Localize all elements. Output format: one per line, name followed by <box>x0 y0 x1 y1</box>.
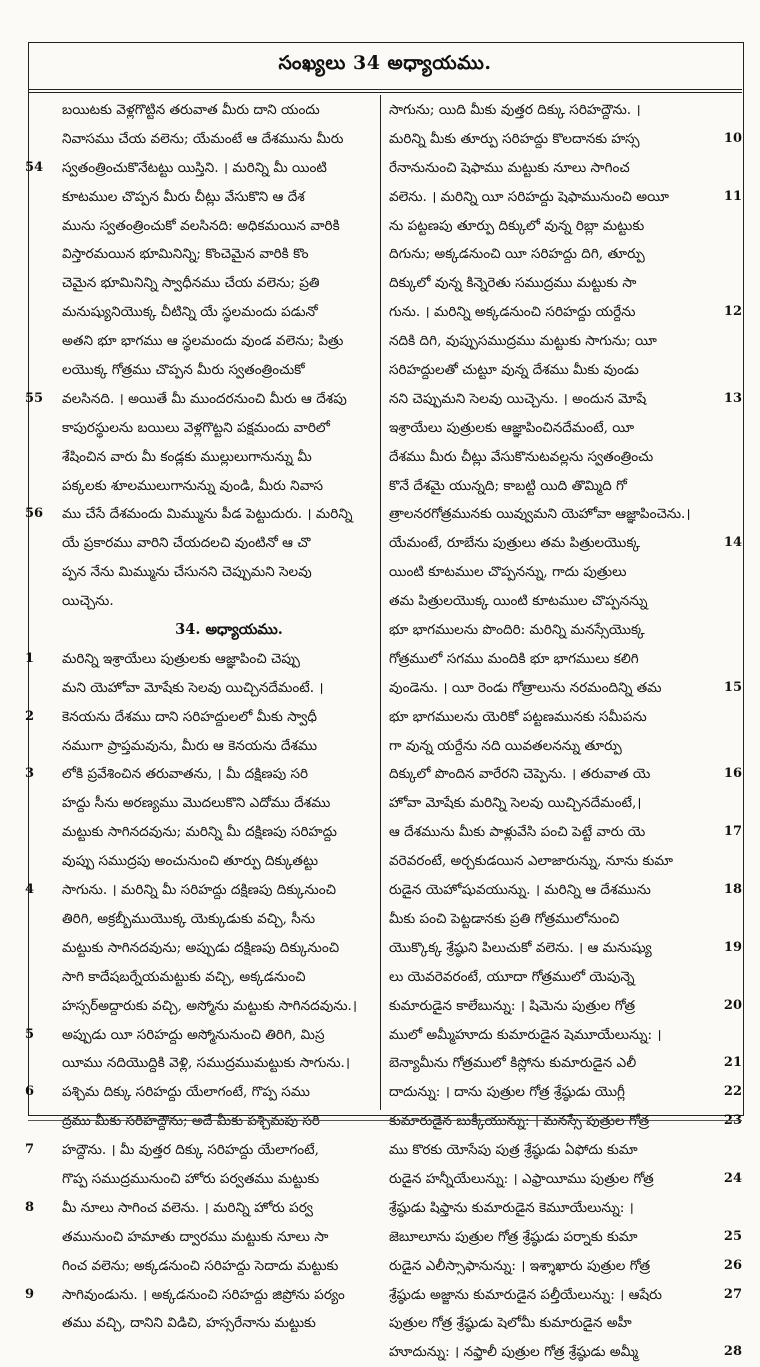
verse-number: 1 <box>25 650 35 666</box>
line-text: జెబూలూను పుత్రుల గోత్ర శ్రేష్ఠుడు పర్నాకు కుమా <box>389 1228 638 1245</box>
verse-number: 54 <box>25 159 44 175</box>
text-line <box>62 269 396 298</box>
line-text: హద్దు సీను అరణ్యము మొదలుకొని ఎదోము దేశము <box>62 795 331 812</box>
verse-number: 23 <box>723 1113 742 1129</box>
line-text: హస్సర్అద్దారుకు వచ్చి, అస్మోను మట్టుకు సాగినదవును.। <box>62 997 358 1014</box>
text-line <box>389 1107 742 1136</box>
line-text: వుప్పు సముద్రపు అంచునుంచి తూర్పు దిక్కుతట్టు <box>62 853 319 870</box>
line-text: బయిటకు వెళ్లగొట్టిన తరువాత మీరు దాని యందు <box>62 102 320 118</box>
verse-number: 56 <box>25 506 44 522</box>
text-line <box>389 732 722 761</box>
line-text: కుమారుడైన కాలేబున్ను: । షిమెను పుత్రుల గోత్ర <box>389 997 636 1014</box>
text-line <box>62 789 396 818</box>
line-text: చెమైన భూమినిన్ని స్వాధీనము చేయ వలెను; ప్రతి <box>62 275 320 292</box>
text-line <box>62 992 396 1021</box>
bottom-rule <box>28 1120 742 1121</box>
verse-number: 26 <box>723 1257 742 1273</box>
text-line <box>62 472 396 501</box>
line-text: దిక్కులో వున్న కిన్నెరెతు సముద్రము మట్టుకు సా <box>389 275 637 292</box>
text-line <box>62 905 396 934</box>
line-text: సాగును; యిది మీకు వుత్తర దిక్కు సరిహద్దౌను. । <box>389 102 641 118</box>
text-line <box>25 760 396 789</box>
line-text: పశ్చిమ దిక్కు సరిహద్దు యేలాగంటే, గొప్ప సము <box>62 1084 310 1101</box>
text-line <box>389 1223 742 1252</box>
line-text: ము చేసే దేశమందు మిమ్మును పీడ పెట్టుదురు. । మరిన్ని <box>62 506 353 523</box>
line-text: ఇశ్రాయేలు పుత్రులకు ఆజ్ఞాపించినదేమంటే, యీ <box>389 419 635 436</box>
line-text: గించ వలెను; అక్కడనుంచి సరిహద్దు సెదాదు మట్టుకు <box>62 1257 339 1274</box>
right-column <box>389 96 742 1367</box>
text-line <box>389 847 722 876</box>
line-text: శేషించిన వారు మీ కండ్లకు ముల్లులుగానున్ను మీ <box>62 448 312 465</box>
text-line <box>389 818 742 847</box>
verse-number: 21 <box>723 1055 742 1071</box>
text-line <box>389 1281 742 1310</box>
verse-number: 27 <box>723 1286 742 1302</box>
text-line <box>25 1021 396 1050</box>
text-line <box>389 154 722 183</box>
text-line <box>389 934 742 963</box>
header-divider <box>28 92 742 93</box>
text-line <box>25 1078 396 1107</box>
text-line <box>62 96 396 125</box>
text-line <box>389 616 722 645</box>
line-text: కెనయను దేశము దాని సరిహద్దులలో మీకు స్వాధీ <box>62 708 317 725</box>
verse-number: 14 <box>723 535 742 551</box>
line-text: శ్రేష్ఠుడు అజ్జాను కుమారుడైన పల్తీయేలున్ను: । ఆషేరు <box>389 1286 662 1303</box>
verse-number: 7 <box>25 1142 35 1158</box>
line-text: కుమారుడైన బుక్కీయున్ను: । మనస్సే పుత్రుల గోత్ర <box>389 1113 650 1130</box>
text-line <box>389 1078 742 1107</box>
text-line <box>389 183 742 212</box>
text-line <box>62 1107 396 1136</box>
line-text: నివాసము చేయ వలెను; యేమంటే ఆ దేశమును మీరు <box>62 130 344 147</box>
verse-number: 18 <box>723 882 742 898</box>
line-text: త్రాలనరగోత్రమునకు యివ్వుమని యెహోవా ఆజ్ఞాపించెను.। <box>389 506 691 523</box>
line-text: మీ నూలు సాగించ వలెను. । మరిన్ని హోరు పర్వ <box>62 1199 314 1216</box>
text-line <box>389 1194 722 1223</box>
line-text: వలసినది. । అయితే మీ ముందరనుంచి మీరు ఆ దేశపు <box>62 390 347 407</box>
verse-number: 3 <box>25 766 35 782</box>
text-line <box>389 269 722 298</box>
text-line <box>25 876 396 905</box>
text-line <box>62 1223 396 1252</box>
line-text: లోకి ప్రవేశించిన తరువాతను, । మీ దక్షిణపు సరి <box>62 766 309 783</box>
line-text: 34. అధ్యాయము. <box>175 621 283 639</box>
text-line <box>389 356 722 385</box>
line-text: తమునుంచి హమాతు ద్వారము మట్టుకు నూలు సా <box>62 1228 329 1245</box>
text-line <box>62 1165 396 1194</box>
line-text: స్వతంత్రించుకొనేటట్టు యిస్తిని. । మరిన్ని మీ యింటి <box>62 159 327 176</box>
line-text: మరిన్ని ఇశ్రాయేలు పుత్రులకు ఆజ్ఞాపించి చెప్పు <box>62 650 300 667</box>
text-line <box>62 732 396 761</box>
text-line <box>389 876 742 905</box>
text-line <box>62 183 396 212</box>
verse-number: 5 <box>25 1026 35 1042</box>
text-line <box>62 616 396 645</box>
left-column <box>25 96 396 1338</box>
line-text: పక్కలకు శూలములుగానున్ను వుండి, మీరు నివాస <box>62 477 324 494</box>
line-text: రేనానునుంచి షెఫాము మట్టుకు నూలు సాగించ <box>389 159 630 176</box>
text-line <box>389 992 742 1021</box>
line-text: దేశము మీరు చీట్లు వేసుకొనుటవల్లను స్వతంత్రించు <box>389 448 654 465</box>
verse-number: 2 <box>25 708 35 724</box>
text-line <box>62 529 396 558</box>
verse-number: 9 <box>25 1286 35 1302</box>
text-line <box>389 1252 742 1281</box>
text-line <box>62 558 396 587</box>
line-text: సాగివుండును. । అక్కడనుంచి సరిహద్దు జిప్రోను పర్యం <box>62 1286 345 1303</box>
line-text: శ్రేష్ఠుడు షిఫ్తాను కుమారుడైన కెమూయేలున్ను: । <box>389 1199 634 1216</box>
line-text: సాగును. । మరిన్ని మీ సరిహద్దు దక్షిణపు దిక్కునుంచి <box>62 882 337 899</box>
line-text: లు యెవరెవరంటే, యూదా గోత్రములో యెపున్నె <box>389 968 635 985</box>
text-line <box>389 1309 722 1338</box>
line-text: రుడైన యెహోషువయున్ను. । మరిన్ని ఆ దేశమును <box>389 882 651 899</box>
text-line <box>25 385 396 414</box>
line-text: మనుష్యునియొక్క చీటిన్ని యే స్థలమందు పడునో <box>62 304 318 321</box>
line-text: ద్రము మీకు సరిహద్దౌను; అదే మీకు పశ్చిమపు సరి <box>62 1113 320 1130</box>
line-text: తిరిగి, అక్రబ్బీముయొక్క యెక్కుడుకు వచ్చి, సీను <box>62 910 316 927</box>
verse-number: 22 <box>723 1084 742 1100</box>
verse-number: 17 <box>723 824 742 840</box>
text-line <box>25 1136 396 1165</box>
line-text: నని చెప్పుమని సెలవు యిచ్చెను. । అందున మోషే <box>389 390 647 407</box>
text-line <box>389 500 722 529</box>
verse-number: 10 <box>723 130 742 146</box>
verse-number: 12 <box>723 304 742 320</box>
text-line <box>389 125 742 154</box>
verse-number: 15 <box>723 679 742 695</box>
line-text: దిక్కులో పొందిన వారేరని చెప్పెను. । తరువాత యె <box>389 766 651 783</box>
text-line <box>389 1165 742 1194</box>
text-line <box>389 789 722 818</box>
text-line <box>389 240 722 269</box>
line-text: తము వచ్చి, దానిని విడిచి, హస్సరేనాను మట్టుకు <box>62 1315 316 1332</box>
text-line <box>389 529 742 558</box>
line-text: ప్పన నేను మిమ్మును చేసునని చెప్పుమని సెలవు <box>62 564 312 581</box>
line-text: గా వున్న యర్దేను నది యివతలనన్ను తూర్పు <box>389 737 622 754</box>
text-line <box>389 443 722 472</box>
line-text: హద్దౌను. । మీ వుత్తర దిక్కు సరిహద్దు యేలాగంటే, <box>62 1142 319 1159</box>
line-text: తమ పిత్రులయొక్క యింటి కూటముల చొప్పనన్ను <box>389 593 648 610</box>
line-text: మట్టుకు సాగినదవును; అప్పుడు దక్షిణపు దిక్కునుంచి <box>62 939 340 956</box>
text-line <box>25 1281 396 1310</box>
text-line <box>389 414 722 443</box>
line-text: యిచ్చెను. <box>62 593 114 610</box>
line-text: మరిన్ని మీకు తూర్పు సరిహద్దు కొలదానకు హస్స <box>389 130 640 147</box>
line-text: గోత్రములో సగము మందికి భూ భాగములు కలిగి <box>389 650 639 667</box>
line-text: ఆ దేశమును మీకు పాళ్లువేసి పంచి పెట్టే వారు యె <box>389 824 646 841</box>
line-text: వరెవరంటే, అర్చకుడయిన ఎలాజారున్ను, నూను కుమా <box>389 853 674 870</box>
line-text: పుత్రుల గోత్ర శ్రేష్ఠుడు షెలోమీ కుమారుడైన అహీ <box>389 1315 632 1332</box>
line-text: యింటి కూటముల చొప్పనన్ను, గాదు పుత్రులు <box>389 564 627 581</box>
text-line <box>389 963 722 992</box>
text-line <box>62 414 396 443</box>
line-text: బెన్యామీను గోత్రములో కిస్లోను కుమారుడైన ఎలీ <box>389 1055 637 1072</box>
verse-number: 6 <box>25 1084 35 1100</box>
line-text: ను పట్టణపు తూర్పు దిక్కులో వున్న రిబ్లా మట్టుకు <box>389 217 645 234</box>
line-text: భూ భాగములను పొందిరి: మరిన్ని మనస్సేయొక్క <box>389 622 645 639</box>
line-text: యీము నదియొద్దికి వెళ్లి, సముద్రముమట్టుకు సాగును.। <box>62 1055 351 1072</box>
text-line <box>62 356 396 385</box>
line-text: నముగా ప్రాప్తమవును, మీరు ఆ కెనయను దేశము <box>62 737 318 754</box>
line-text: యేమంటే, రూబేను పుత్రులు తమ పిత్రులయొక్క <box>389 535 641 552</box>
line-text: సరిహద్దులతో చుట్టూ వున్న దేశము మీకు వుండు <box>389 362 639 379</box>
text-line <box>62 587 396 616</box>
text-line <box>62 298 396 327</box>
text-line <box>25 703 396 732</box>
text-line <box>389 1021 722 1050</box>
text-line <box>389 674 742 703</box>
verse-number: 8 <box>25 1199 35 1215</box>
line-text: నదికి దిగి, వుప్పుసముద్రము మట్టుకు సాగును; యీ <box>389 333 657 350</box>
line-text: ములో అమ్మీహూదు కుమారుడైన షెమూయేలున్ను: । <box>389 1026 662 1043</box>
line-text: గును. । మరిన్ని అక్కడనుంచి సరిహద్దు యర్దేను <box>389 304 636 321</box>
text-line <box>389 327 722 356</box>
text-line <box>62 327 396 356</box>
line-text: విస్తారమయిన భూమినిన్ని; కొంచెమైన వారికి కొం <box>62 246 309 263</box>
text-line <box>389 703 722 732</box>
text-line <box>389 212 722 241</box>
text-line <box>389 1338 742 1367</box>
verse-number: 28 <box>723 1344 742 1360</box>
text-line <box>389 645 722 674</box>
line-text: మట్టుకు సాగినదవును; మరిన్ని మీ దక్షిణపు సరిహద్దు <box>62 824 337 841</box>
text-line <box>389 385 742 414</box>
page-title: సంఖ్యలు 34 అధ్యాయము. <box>28 42 742 90</box>
verse-number: 13 <box>723 390 742 406</box>
line-text: దిగును; అక్కడనుంచి యీ సరిహద్దు దిగి, తూర్పు <box>389 246 645 263</box>
text-line <box>389 905 722 934</box>
line-text: రుడైన హన్నీయేలున్ను: । ఎఫ్రాయీము పుత్రుల గోత్ర <box>389 1170 654 1187</box>
line-text: మును స్వతంత్రించుకో వలసినది: అధికమయిన వారికి <box>62 217 340 234</box>
text-line <box>389 587 722 616</box>
text-line <box>62 212 396 241</box>
text-line <box>25 154 396 183</box>
text-line <box>389 472 722 501</box>
text-line <box>389 558 722 587</box>
line-text: గొప్ప సముద్రమునుంచి హోరు పర్వతము మట్టుకు <box>62 1170 320 1187</box>
text-line <box>62 818 396 847</box>
line-text: భూ భాగములను యెరికో పట్టణమునకు సమీపను <box>389 708 647 725</box>
line-text: అతని భూ భాగము ఆ స్థలమందు వుండ వలెను; పిత్రు <box>62 333 344 350</box>
text-line <box>389 1049 742 1078</box>
verse-number: 20 <box>723 997 742 1013</box>
text-line <box>62 240 396 269</box>
line-text: యొక్కొక్క శ్రేష్ఠుని పిలుచుకో వలెను. । ఆ మనుష్యు <box>389 939 652 956</box>
verse-number: 11 <box>723 188 742 204</box>
text-line <box>62 674 396 703</box>
line-text: కాపురస్థులను బయిలు వెళ్లగొట్టని పక్షమందు వారిలో <box>62 419 330 436</box>
line-text: వలెను. । మరిన్ని యీ సరిహద్దు షెఫామునుంచి అయీ <box>389 188 670 205</box>
text-line <box>25 500 396 529</box>
text-line <box>25 645 396 674</box>
line-text: వుండెను. । యీ రెండు గోత్రాలును నరమందిన్ని తమ <box>389 679 662 696</box>
line-text: అప్పుడు యీ సరిహద్దు అస్మోనునుంచి తిరిగి, మిస్ర <box>62 1026 325 1043</box>
line-text: యే ప్రకారము వారిని చేయదలచి వుంటినో ఆ చొ <box>62 535 311 552</box>
line-text: లయొక్క గోత్రము చొప్పన మీరు స్వతంత్రించుకో <box>62 362 305 379</box>
line-text: దాదున్ను: । దాను పుత్రుల గోత్ర శ్రేష్ఠుడు యొగ్లీ <box>389 1084 625 1101</box>
text-line <box>62 1049 396 1078</box>
line-text: మని యెహోవా మోషేకు సెలవు యిచ్చినదేమంటే. । <box>62 679 324 696</box>
line-text: సాగి కాదేషబర్నేయమట్టుకు వచ్చి, అక్కడనుంచి <box>62 968 306 985</box>
line-text: హూదున్ను: । నఫ్తాలీ పుత్రుల గోత్ర శ్రేష్ఠుడు అమ్మీ <box>389 1344 639 1361</box>
line-text: కూటముల చొప్పన మీరు చీట్లు వేసుకొని ఆ దేశ <box>62 188 305 205</box>
line-text: హోవా మోషేకు మరిన్ని సెలవు యిచ్చినదేమంటే,। <box>389 795 642 812</box>
line-text: కొనే దేశమై యున్నది; కాబట్టి యిది తొమ్మిది గో <box>389 477 627 494</box>
text-line <box>62 934 396 963</box>
line-text: మీకు పంచి పెట్టడానకు ప్రతి గోత్రములోనుంచి <box>389 910 620 927</box>
verse-number: 55 <box>25 390 44 406</box>
text-line <box>389 1136 722 1165</box>
verse-number: 16 <box>723 766 742 782</box>
text-line <box>25 1194 396 1223</box>
text-line <box>62 963 396 992</box>
verse-number: 4 <box>25 882 35 898</box>
line-text: రుడైన ఎలీస్సాఫానున్ను: । ఇశ్శాఖారు పుత్రుల గోత్ర <box>389 1257 651 1274</box>
verse-number: 24 <box>723 1170 742 1186</box>
text-line <box>62 1252 396 1281</box>
text-line <box>389 760 742 789</box>
verse-number: 19 <box>723 939 742 955</box>
text-line <box>389 298 742 327</box>
text-line <box>62 847 396 876</box>
verse-number: 25 <box>723 1228 742 1244</box>
text-line <box>62 443 396 472</box>
line-text: ము కొరకు యోసేపు పుత్ర శ్రేష్ఠుడు ఏఫోదు కుమా <box>389 1142 638 1159</box>
text-line <box>389 96 722 125</box>
text-line <box>62 1309 396 1338</box>
text-line <box>62 125 396 154</box>
